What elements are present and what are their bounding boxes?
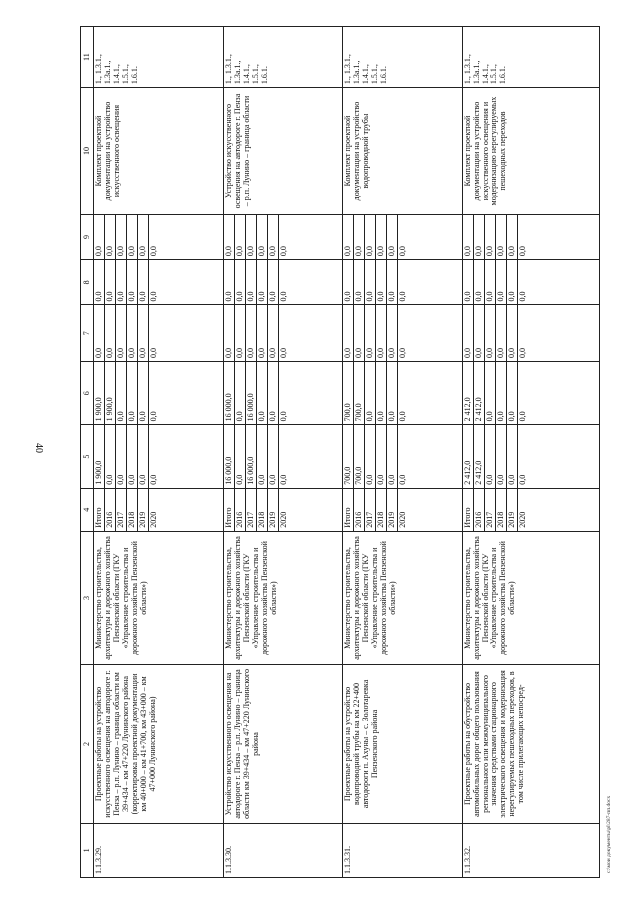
indicator-ref: 1., 1.3.1.,	[343, 54, 353, 85]
value-cell: 0,0	[474, 260, 485, 304]
expected-result: Комплект проектной документации на устройство водопроводной трубы	[343, 88, 462, 215]
indicator-ref: 1.6.1.	[379, 66, 389, 85]
value-cell: 0,0	[463, 260, 474, 304]
value-cell: 0,0	[246, 215, 257, 259]
value-cell: 0,0	[127, 425, 138, 487]
value-cell: 0,0	[235, 260, 246, 304]
values-years	[94, 488, 224, 531]
value-cell: 0,0	[116, 215, 127, 259]
work-description: Проектные работы на обустройство автомобильных дорог общего пользования регионального или межмуниципального значения средствами стационарного электрического освещения и модернизация нерегулируемых пешеходных переходов, в том числе прилегающих непосред-	[462, 665, 599, 823]
value-cell: 0,0	[127, 260, 138, 304]
value-cell: 0,0	[387, 425, 398, 487]
header-row	[81, 27, 94, 878]
indicator-ref: 1.6.1.	[260, 66, 270, 85]
value-cell: 0,0	[343, 305, 354, 361]
value-cell: 0,0	[235, 425, 246, 487]
value-cell: 0,0	[343, 260, 354, 304]
value-cell: 0,0	[376, 425, 387, 487]
value-cell: 0,0	[149, 348, 158, 359]
value-cell: 700,0	[343, 425, 354, 487]
value-cell: 0,0	[105, 305, 116, 361]
values-c7	[94, 305, 224, 362]
value-cell: 0,0	[268, 305, 279, 361]
value-cell: 0,0	[354, 215, 365, 259]
value-cell: 0,0	[474, 305, 485, 361]
value-cell: 0,0	[279, 411, 289, 422]
value-cell: 0,0	[224, 260, 235, 304]
value-cell: 0,0	[127, 215, 138, 259]
value-cell: 2 412,0	[463, 425, 474, 487]
year-cell: 2020	[517, 511, 527, 528]
table-row	[343, 27, 462, 878]
work-description: Устройство искусственного освещения на автодороге г. Пенза – р.п. Лунино – граница области км 39+434 – км 47+220 Лунинского района	[224, 665, 343, 823]
value-cell: 0,0	[246, 305, 257, 361]
indicator-links	[94, 27, 224, 88]
indicator-ref: 1.4.1.,	[480, 64, 490, 85]
indicator-ref: 1., 1.3.1.,	[94, 54, 103, 85]
row-number: 1.1.3.32.	[462, 823, 599, 877]
values-c8	[224, 260, 343, 305]
value-cell: 2 412,0	[463, 362, 474, 424]
work-description: Проектные работы на устройство искусственного освещения на автодороге г. Пенза – р.п. Лунино – граница области км 39+434 – км 47+220 Лунинского района (корректировка проектной документации км 40+000 – км 41+700, км 43+000 – км 47+000 Лунинского района)	[94, 665, 224, 823]
value-cell: 700,0	[343, 362, 354, 424]
value-cell: 0,0	[365, 260, 376, 304]
year-cell: 2019	[507, 489, 518, 531]
value-cell: 0,0	[365, 215, 376, 259]
value-cell: 0,0	[149, 474, 158, 485]
value-cell: 0,0	[279, 474, 289, 485]
value-cell: 1 900,0	[105, 362, 116, 424]
year-cell: Итого	[463, 489, 474, 531]
value-cell: 0,0	[387, 305, 398, 361]
col-header-4: 4	[81, 488, 94, 531]
value-cell: 0,0	[376, 215, 387, 259]
value-cell: 0,0	[507, 260, 518, 304]
year-cell: 2019	[387, 489, 398, 531]
year-cell: 2016	[474, 489, 485, 531]
indicator-ref: 1.3а.1.,	[471, 60, 481, 85]
year-cell: 2020	[279, 511, 289, 528]
value-cell: 0,0	[149, 411, 158, 422]
table-row	[94, 27, 224, 878]
value-cell: 0,0	[398, 246, 408, 257]
value-cell: 0,0	[116, 362, 127, 424]
year-cell: Итого	[94, 489, 105, 531]
values-c6	[462, 362, 599, 425]
values-c9	[224, 214, 343, 259]
value-cell: 0,0	[257, 215, 268, 259]
value-cell: 0,0	[257, 362, 268, 424]
value-cell: 0,0	[517, 246, 527, 257]
indicator-ref: 1.3а.1.,	[233, 60, 243, 85]
value-cell: 0,0	[387, 215, 398, 259]
value-cell: 0,0	[376, 260, 387, 304]
year-cell: 2018	[257, 489, 268, 531]
value-cell: 0,0	[138, 260, 149, 304]
col-header-9: 9	[81, 214, 94, 259]
value-cell: 0,0	[387, 260, 398, 304]
indicator-ref: 1.3а.1.,	[352, 60, 362, 85]
value-cell: 0,0	[485, 215, 496, 259]
value-cell: 0,0	[257, 425, 268, 487]
value-cell: 0,0	[496, 215, 507, 259]
value-cell: 0,0	[376, 305, 387, 361]
value-cell: 0,0	[507, 305, 518, 361]
value-cell: 0,0	[376, 362, 387, 424]
value-cell: 0,0	[387, 362, 398, 424]
indicator-ref: 1.5.1.,	[120, 64, 130, 85]
value-cell: 0,0	[496, 425, 507, 487]
footer-file-path: c:\мои документы\pl\287-пп.docx	[606, 795, 612, 873]
value-cell: 0,0	[496, 260, 507, 304]
executor: Министерство строительства, архитектуры и дорожного хозяйства Пензенской области (ГКУ «Управление строительства и дорожного хозяйства Пензенской области»)	[462, 531, 599, 665]
values-c8	[94, 260, 224, 305]
indicator-ref: 1.3а.1.,	[102, 60, 112, 85]
row-number: 1.1.3.30.	[224, 823, 343, 877]
value-cell: 700,0	[354, 362, 365, 424]
col-header-3: 3	[81, 531, 94, 665]
value-cell: 0,0	[257, 260, 268, 304]
value-cell: 0,0	[398, 411, 408, 422]
value-cell: 0,0	[138, 305, 149, 361]
value-cell: 0,0	[235, 215, 246, 259]
indicator-links	[343, 27, 462, 88]
value-cell: 0,0	[138, 362, 149, 424]
value-cell: 16 000,0	[224, 425, 235, 487]
indicator-ref: 1., 1.3.1.,	[224, 54, 234, 85]
executor: Министерство строительства, архитектуры и дорожного хозяйства Пензенской области (ГКУ «Управление строительства и дорожного хозяйства Пензенской области»)	[94, 531, 224, 665]
value-cell: 0,0	[463, 215, 474, 259]
value-cell: 0,0	[149, 291, 158, 302]
values-c5	[343, 425, 462, 488]
indicator-ref: 1.5.1.,	[251, 64, 261, 85]
value-cell: 0,0	[365, 305, 376, 361]
value-cell: 0,0	[116, 425, 127, 487]
year-cell: 2016	[354, 489, 365, 531]
year-cell: Итого	[224, 489, 235, 531]
col-header-6: 6	[81, 362, 94, 425]
value-cell: 0,0	[507, 215, 518, 259]
value-cell: 0,0	[474, 215, 485, 259]
value-cell: 700,0	[354, 425, 365, 487]
value-cell: 0,0	[105, 215, 116, 259]
value-cell: 0,0	[127, 362, 138, 424]
value-cell: 0,0	[235, 362, 246, 424]
value-cell: 16 000,0	[246, 362, 257, 424]
year-cell: 2017	[246, 489, 257, 531]
year-cell: 2018	[127, 489, 138, 531]
year-cell: 2018	[376, 489, 387, 531]
value-cell: 0,0	[485, 362, 496, 424]
value-cell: 0,0	[507, 362, 518, 424]
values-years	[343, 488, 462, 531]
values-c7	[343, 305, 462, 362]
values-c9	[94, 214, 224, 259]
year-cell: 2017	[116, 489, 127, 531]
year-cell: 2017	[485, 489, 496, 531]
col-header-1: 1	[81, 823, 94, 877]
value-cell: 0,0	[149, 246, 158, 257]
value-cell: 0,0	[257, 305, 268, 361]
values-c8	[462, 260, 599, 305]
value-cell: 0,0	[268, 260, 279, 304]
table-row	[462, 27, 599, 878]
value-cell: 0,0	[94, 260, 105, 304]
year-cell: 2016	[105, 489, 116, 531]
value-cell: 0,0	[127, 305, 138, 361]
year-cell: 2020	[398, 511, 408, 528]
value-cell: 0,0	[517, 474, 527, 485]
year-cell: 2016	[235, 489, 246, 531]
value-cell: 0,0	[485, 260, 496, 304]
value-cell: 0,0	[398, 474, 408, 485]
col-header-8: 8	[81, 260, 94, 305]
values-c5	[224, 425, 343, 488]
values-c5	[94, 425, 224, 488]
row-number: 1.1.3.29.	[94, 823, 224, 877]
indicator-ref: 1.4.1.,	[111, 64, 121, 85]
executor: Министерство строительства, архитектуры и дорожного хозяйства Пензенской области (ГКУ «Управление строительства и дорожного хозяйства Пензенской области»)	[224, 531, 343, 665]
value-cell: 0,0	[354, 305, 365, 361]
executor: Министерство строительства, архитектуры и дорожного хозяйства Пензенской области (ГКУ «Управление строительства и дорожного хозяйства Пензенской области»)	[343, 531, 462, 665]
value-cell: 0,0	[517, 348, 527, 359]
year-cell: 2019	[138, 489, 149, 531]
indicator-ref: 1.6.1.	[498, 66, 508, 85]
row-number: 1.1.3.31.	[343, 823, 462, 877]
value-cell: 0,0	[224, 215, 235, 259]
program-table	[80, 26, 600, 878]
value-cell: 2 412,0	[474, 425, 485, 487]
value-cell: 16 000,0	[224, 362, 235, 424]
value-cell: 0,0	[224, 305, 235, 361]
value-cell: 0,0	[268, 215, 279, 259]
values-c9	[343, 214, 462, 259]
col-header-10: 10	[81, 88, 94, 215]
year-cell: 2017	[365, 489, 376, 531]
value-cell: 0,0	[517, 411, 527, 422]
value-cell: 0,0	[398, 348, 408, 359]
indicator-ref: 1.5.1.,	[489, 64, 499, 85]
program-table-container	[80, 26, 600, 878]
value-cell: 0,0	[507, 425, 518, 487]
values-c7	[224, 305, 343, 362]
value-cell: 0,0	[279, 291, 289, 302]
value-cell: 0,0	[517, 291, 527, 302]
indicator-ref: 1.4.1.,	[242, 64, 252, 85]
value-cell: 0,0	[463, 305, 474, 361]
indicator-ref: 1.5.1.,	[370, 64, 380, 85]
value-cell: 0,0	[116, 305, 127, 361]
values-c6	[343, 362, 462, 425]
value-cell: 2 412,0	[474, 362, 485, 424]
value-cell: 0,0	[398, 291, 408, 302]
value-cell: 1 900,0	[94, 425, 105, 487]
work-description: Проектные работы на устройство водопроводной трубы на км 22+400 автодороги п. Ахуны – с. Золотаревка Пензенского района	[343, 665, 462, 823]
values-c6	[224, 362, 343, 425]
value-cell: 0,0	[496, 305, 507, 361]
value-cell: 0,0	[365, 425, 376, 487]
indicator-ref: 1.6.1.	[129, 66, 139, 85]
indicator-ref: 1.4.1.,	[361, 64, 371, 85]
value-cell: 0,0	[94, 215, 105, 259]
col-header-11: 11	[81, 27, 94, 88]
year-cell: 2020	[149, 511, 158, 528]
value-cell: 0,0	[279, 348, 289, 359]
value-cell: 0,0	[105, 260, 116, 304]
value-cell: 0,0	[105, 425, 116, 487]
expected-result: Устройство искусственного освещения на автодороге г. Пенза – р.п. Лунино – граница области	[224, 88, 343, 215]
value-cell: 0,0	[343, 215, 354, 259]
value-cell: 16 000,0	[246, 425, 257, 487]
values-years	[224, 488, 343, 531]
value-cell: 0,0	[116, 260, 127, 304]
value-cell: 0,0	[268, 362, 279, 424]
values-c7	[462, 305, 599, 362]
values-c6	[94, 362, 224, 425]
col-header-5: 5	[81, 425, 94, 488]
values-c5	[462, 425, 599, 488]
table-row	[224, 27, 343, 878]
values-c9	[462, 214, 599, 259]
year-cell: 2018	[496, 489, 507, 531]
value-cell: 0,0	[485, 425, 496, 487]
indicator-links	[462, 27, 599, 88]
value-cell: 0,0	[354, 260, 365, 304]
value-cell: 0,0	[365, 362, 376, 424]
value-cell: 0,0	[138, 425, 149, 487]
expected-result: Комплект проектной документации на устройство искусственного освещения	[94, 88, 224, 215]
expected-result: Комплект проектной документации на устройство искусственного освещения и модернизацию нерегулируемых пешеходных переходов	[462, 88, 599, 215]
value-cell: 1 900,0	[94, 362, 105, 424]
year-cell: Итого	[343, 489, 354, 531]
values-c8	[343, 260, 462, 305]
year-cell: 2019	[268, 489, 279, 531]
indicator-ref: 1., 1.3.1.,	[462, 54, 472, 85]
page-number: 40	[33, 443, 44, 453]
value-cell: 0,0	[485, 305, 496, 361]
value-cell: 0,0	[279, 246, 289, 257]
value-cell: 0,0	[496, 362, 507, 424]
indicator-links	[224, 27, 343, 88]
value-cell: 0,0	[235, 305, 246, 361]
col-header-2: 2	[81, 665, 94, 823]
value-cell: 0,0	[138, 215, 149, 259]
values-years	[462, 488, 599, 531]
col-header-7: 7	[81, 305, 94, 362]
value-cell: 0,0	[94, 305, 105, 361]
value-cell: 0,0	[246, 260, 257, 304]
value-cell: 0,0	[268, 425, 279, 487]
